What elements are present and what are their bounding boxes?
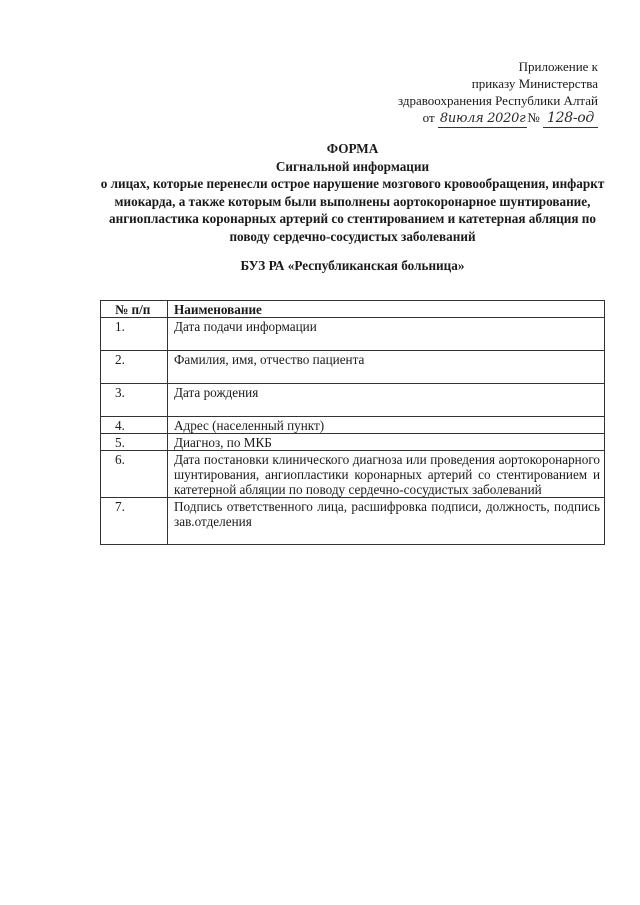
row-name: Дата рождения [168,384,605,417]
row-number: 2. [101,351,168,384]
table-row [101,318,605,351]
appendix-line-3: здравоохранения Республики Алтай [397,93,598,108]
row-name: Адрес (населенный пункт) [168,417,605,434]
row-name: Подпись ответственного лица, расшифровка подписи, должность, подпись зав.отделения [168,498,605,545]
form-heading [100,140,605,245]
handwritten-date: 8июля 2020г [439,111,526,126]
row-number: 3. [101,384,168,417]
number-label: № [527,110,540,125]
appendix-date-line [338,109,598,128]
row-number: 5. [101,434,168,451]
row-number: 6. [101,451,168,498]
form-description: о лицах, которые перенесли острое нарушение мозгового кровообращения, инфаркт миокарда, а также которым были выполнены аортокоронарное шунтирование, ангиопластика коронарных артерий со стентированием и катетерная абляция по поводу сердечно-сосудистых заболеваний [100,176,605,244]
table-row [101,498,605,545]
table-row [101,451,605,498]
table-row [101,351,605,384]
organization-name: БУЗ РА «Республиканская больница» [240,258,465,273]
appendix-line-1: Приложение к [518,59,598,74]
row-number: 1. [101,318,168,351]
appendix-line-2: приказу Министерства [471,76,598,91]
from-label: от [422,110,435,125]
table-row [101,384,605,417]
header-name: Наименование [168,301,605,318]
header-number: № п/п [101,301,168,318]
row-name: Фамилия, имя, отчество пациента [168,351,605,384]
row-name: Диагноз, по МКБ [168,434,605,451]
row-number: 7. [101,498,168,545]
row-name: Дата постановки клинического диагноза или проведения аортокоронарного шунтирования, ангиопластики коронарных артерий со стентированием и катетерной абляции по поводу сердечно-сосудистых заболеваний [168,451,605,498]
table-row [101,417,605,434]
table-header-row [101,301,605,318]
handwritten-number: 128-од [543,110,598,128]
signal-info-table [100,300,605,545]
appendix-note [338,58,598,128]
form-subtitle: Сигнальной информации [275,158,430,174]
form-title: ФОРМА [326,141,379,156]
row-number: 4. [101,417,168,434]
table-row [101,434,605,451]
row-name: Дата подачи информации [168,318,605,351]
